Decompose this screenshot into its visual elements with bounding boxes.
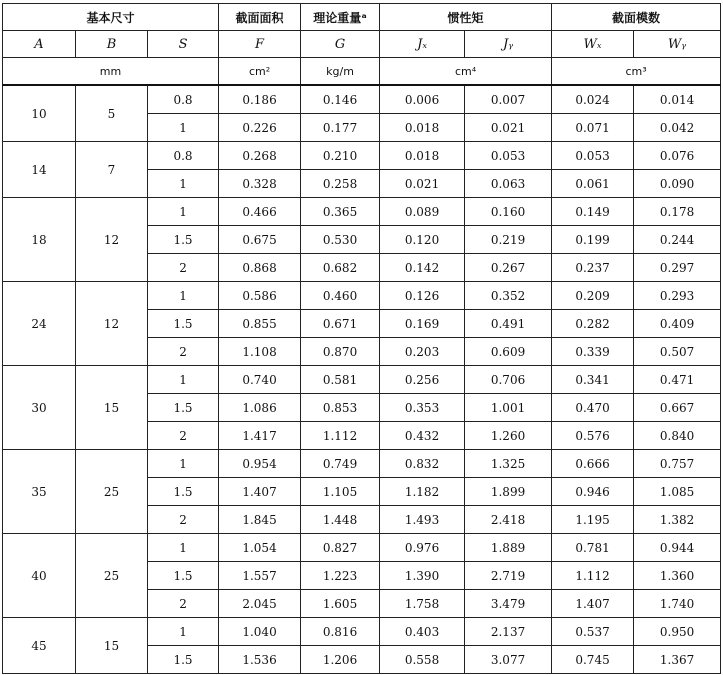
cell-wx: 0.745	[552, 646, 634, 674]
cell-wy: 0.950	[634, 618, 721, 646]
symbol-a: A	[3, 31, 76, 58]
cell-g: 0.682	[301, 254, 380, 282]
cell-jy: 2.719	[465, 562, 552, 590]
cell-s: 2	[148, 254, 219, 282]
cell-g: 0.530	[301, 226, 380, 254]
cell-s: 1	[148, 618, 219, 646]
cell-wx: 1.407	[552, 590, 634, 618]
cell-s: 1	[148, 450, 219, 478]
cell-s: 1.5	[148, 478, 219, 506]
cell-jx: 0.403	[380, 618, 465, 646]
cell-jx: 1.493	[380, 506, 465, 534]
cell-a: 18	[3, 198, 76, 282]
cell-s: 1.5	[148, 394, 219, 422]
table-row	[3, 85, 721, 114]
cell-g: 1.448	[301, 506, 380, 534]
cell-jx: 0.018	[380, 114, 465, 142]
cell-wx: 0.209	[552, 282, 634, 310]
cell-b: 5	[76, 85, 148, 142]
cell-f: 1.040	[219, 618, 301, 646]
cell-f: 2.045	[219, 590, 301, 618]
cell-wx: 0.199	[552, 226, 634, 254]
cell-g: 0.365	[301, 198, 380, 226]
cell-f: 0.868	[219, 254, 301, 282]
table-row	[3, 534, 721, 562]
cell-jy: 1.001	[465, 394, 552, 422]
cell-wy: 0.014	[634, 85, 721, 114]
cell-a: 10	[3, 85, 76, 142]
cell-wy: 0.757	[634, 450, 721, 478]
cell-jy: 0.706	[465, 366, 552, 394]
cell-wx: 0.339	[552, 338, 634, 366]
cell-jy: 3.479	[465, 590, 552, 618]
cell-jy: 0.609	[465, 338, 552, 366]
cell-wx: 0.537	[552, 618, 634, 646]
cell-wy: 0.244	[634, 226, 721, 254]
cell-a: 45	[3, 618, 76, 674]
cell-wy: 1.360	[634, 562, 721, 590]
cell-s: 0.8	[148, 85, 219, 114]
cell-g: 0.210	[301, 142, 380, 170]
cell-wx: 0.024	[552, 85, 634, 114]
cell-wy: 1.382	[634, 506, 721, 534]
cell-f: 0.855	[219, 310, 301, 338]
cell-g: 1.605	[301, 590, 380, 618]
cell-f: 1.417	[219, 422, 301, 450]
cell-s: 1.5	[148, 226, 219, 254]
cell-wx: 0.061	[552, 170, 634, 198]
cell-jx: 0.976	[380, 534, 465, 562]
cell-s: 0.8	[148, 142, 219, 170]
cell-f: 0.586	[219, 282, 301, 310]
table-row	[3, 618, 721, 646]
cell-jy: 0.352	[465, 282, 552, 310]
cell-wy: 0.409	[634, 310, 721, 338]
table-row	[3, 282, 721, 310]
cell-f: 1.845	[219, 506, 301, 534]
cell-jy: 1.260	[465, 422, 552, 450]
cell-jy: 2.418	[465, 506, 552, 534]
cell-wx: 0.282	[552, 310, 634, 338]
cell-b: 7	[76, 142, 148, 198]
cell-b: 12	[76, 198, 148, 282]
cell-a: 40	[3, 534, 76, 618]
cell-f: 1.557	[219, 562, 301, 590]
cell-wx: 0.470	[552, 394, 634, 422]
cell-wx: 1.195	[552, 506, 634, 534]
cell-wy: 0.076	[634, 142, 721, 170]
cell-s: 2	[148, 590, 219, 618]
unit-inertia: cm⁴	[380, 58, 552, 86]
cell-a: 24	[3, 282, 76, 366]
cell-a: 35	[3, 450, 76, 534]
cell-wy: 0.840	[634, 422, 721, 450]
cell-g: 0.870	[301, 338, 380, 366]
cell-wy: 0.178	[634, 198, 721, 226]
cell-g: 0.146	[301, 85, 380, 114]
cell-wy: 0.471	[634, 366, 721, 394]
cell-wx: 0.341	[552, 366, 634, 394]
cell-jx: 0.142	[380, 254, 465, 282]
cell-jx: 0.018	[380, 142, 465, 170]
cell-jx: 0.021	[380, 170, 465, 198]
cell-jy: 0.491	[465, 310, 552, 338]
cell-s: 1.5	[148, 562, 219, 590]
cell-f: 0.740	[219, 366, 301, 394]
header-theoretical-weight: 理论重量ᵃ	[301, 4, 380, 31]
cell-b: 12	[76, 282, 148, 366]
cell-wx: 0.237	[552, 254, 634, 282]
cell-jy: 0.160	[465, 198, 552, 226]
cell-f: 0.186	[219, 85, 301, 114]
cell-g: 0.853	[301, 394, 380, 422]
header-section-modulus: 截面模数	[552, 4, 721, 31]
cell-s: 1	[148, 534, 219, 562]
cell-f: 0.328	[219, 170, 301, 198]
symbol-b: B	[76, 31, 148, 58]
cell-f: 1.086	[219, 394, 301, 422]
cell-jx: 0.432	[380, 422, 465, 450]
cell-jx: 0.169	[380, 310, 465, 338]
cell-jx: 1.758	[380, 590, 465, 618]
unit-area: cm²	[219, 58, 301, 86]
cell-wy: 0.293	[634, 282, 721, 310]
table-row	[3, 142, 721, 170]
cell-jy: 0.021	[465, 114, 552, 142]
cell-f: 0.466	[219, 198, 301, 226]
cell-f: 0.675	[219, 226, 301, 254]
symbol-jx: Jₓ	[380, 31, 465, 58]
symbol-jy: Jᵧ	[465, 31, 552, 58]
table-row	[3, 366, 721, 394]
cell-g: 0.827	[301, 534, 380, 562]
header-moment-of-inertia: 惯性矩	[380, 4, 552, 31]
cell-jy: 0.063	[465, 170, 552, 198]
cell-jy: 3.077	[465, 646, 552, 674]
cell-f: 0.226	[219, 114, 301, 142]
cell-g: 0.581	[301, 366, 380, 394]
cell-g: 0.749	[301, 450, 380, 478]
cell-jy: 0.219	[465, 226, 552, 254]
unit-dims: mm	[3, 58, 219, 86]
cell-b: 15	[76, 366, 148, 450]
cell-g: 0.816	[301, 618, 380, 646]
cell-s: 2	[148, 338, 219, 366]
cell-jx: 0.006	[380, 85, 465, 114]
symbol-f: F	[219, 31, 301, 58]
symbol-s: S	[148, 31, 219, 58]
cell-f: 1.054	[219, 534, 301, 562]
cell-jy: 2.137	[465, 618, 552, 646]
cell-f: 0.268	[219, 142, 301, 170]
cell-g: 1.112	[301, 422, 380, 450]
table-row	[3, 198, 721, 226]
cell-s: 1.5	[148, 310, 219, 338]
cell-jx: 0.353	[380, 394, 465, 422]
cell-s: 1	[148, 366, 219, 394]
cell-jy: 1.889	[465, 534, 552, 562]
cell-wy: 0.090	[634, 170, 721, 198]
cell-b: 25	[76, 450, 148, 534]
cell-wx: 0.071	[552, 114, 634, 142]
header-section-area: 截面面积	[219, 4, 301, 31]
cell-wx: 0.576	[552, 422, 634, 450]
cell-jx: 0.126	[380, 282, 465, 310]
header-basic-size: 基本尺寸	[3, 4, 219, 31]
cell-jx: 0.558	[380, 646, 465, 674]
table-body	[3, 85, 721, 674]
cell-wx: 0.666	[552, 450, 634, 478]
cell-jx: 0.832	[380, 450, 465, 478]
cell-g: 0.460	[301, 282, 380, 310]
cell-wy: 0.297	[634, 254, 721, 282]
cell-s: 2	[148, 422, 219, 450]
cell-g: 0.671	[301, 310, 380, 338]
cell-wy: 1.367	[634, 646, 721, 674]
cell-s: 1	[148, 282, 219, 310]
cell-f: 0.954	[219, 450, 301, 478]
unit-weight: kg/m	[301, 58, 380, 86]
table-row	[3, 450, 721, 478]
cell-jx: 0.089	[380, 198, 465, 226]
cell-f: 1.536	[219, 646, 301, 674]
cell-jy: 0.007	[465, 85, 552, 114]
cell-jx: 0.203	[380, 338, 465, 366]
cell-g: 1.223	[301, 562, 380, 590]
cell-s: 1	[148, 114, 219, 142]
cell-jy: 0.267	[465, 254, 552, 282]
cell-jx: 0.120	[380, 226, 465, 254]
cell-wy: 0.507	[634, 338, 721, 366]
cell-b: 15	[76, 618, 148, 674]
cell-g: 1.206	[301, 646, 380, 674]
cell-s: 1	[148, 198, 219, 226]
symbol-wx: Wₓ	[552, 31, 634, 58]
cell-wy: 1.085	[634, 478, 721, 506]
cell-wx: 1.112	[552, 562, 634, 590]
cell-wx: 0.053	[552, 142, 634, 170]
cell-g: 0.258	[301, 170, 380, 198]
cell-jx: 1.390	[380, 562, 465, 590]
cell-jx: 0.256	[380, 366, 465, 394]
cell-b: 25	[76, 534, 148, 618]
cell-g: 0.177	[301, 114, 380, 142]
cell-a: 30	[3, 366, 76, 450]
cell-a: 14	[3, 142, 76, 198]
cell-wx: 0.149	[552, 198, 634, 226]
cell-jy: 1.325	[465, 450, 552, 478]
unit-modulus: cm³	[552, 58, 721, 86]
section-properties-table	[2, 3, 721, 674]
cell-wy: 1.740	[634, 590, 721, 618]
cell-wy: 0.042	[634, 114, 721, 142]
cell-wx: 0.781	[552, 534, 634, 562]
cell-g: 1.105	[301, 478, 380, 506]
symbol-wy: Wᵧ	[634, 31, 721, 58]
cell-wx: 0.946	[552, 478, 634, 506]
cell-s: 2	[148, 506, 219, 534]
cell-jx: 1.182	[380, 478, 465, 506]
cell-jy: 0.053	[465, 142, 552, 170]
symbol-g: G	[301, 31, 380, 58]
cell-jy: 1.899	[465, 478, 552, 506]
cell-f: 1.108	[219, 338, 301, 366]
cell-f: 1.407	[219, 478, 301, 506]
cell-s: 1	[148, 170, 219, 198]
cell-wy: 0.667	[634, 394, 721, 422]
cell-s: 1.5	[148, 646, 219, 674]
cell-wy: 0.944	[634, 534, 721, 562]
